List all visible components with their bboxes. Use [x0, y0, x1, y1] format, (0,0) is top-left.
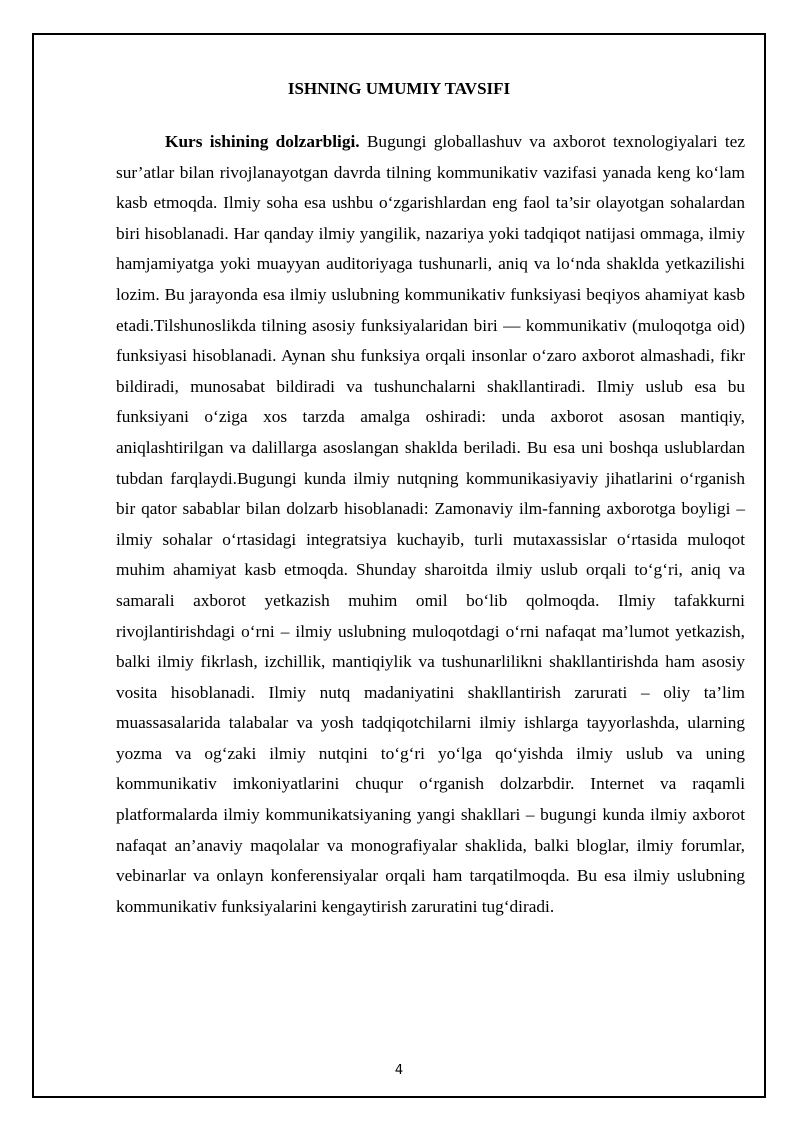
paragraph-text: Bugungi globallashuv va axborot texnologiyalari tez sur’atlar bilan rivojlanayotgan davrda tilning kommunikativ vazifasi yanada keng ko‘lam kasb etmoqda. Ilmiy soha esa ushbu o‘zgarishlardan eng faol ta’sir olayotgan sohalardan biri hisoblanadi. Har qanday ilmiy yangilik, nazariya yoki tadqiqot natijasi ommaga, ilmiy hamjamiyatga yoki muayyan auditoriyaga tushunarli, aniq va lo‘nda shaklda yetkazilishi lozim. Bu jarayonda esa ilmiy uslubning kommunikativ funksiyasi beqiyos ahamiyat kasb etadi.Tilshunoslikda tilning asosiy funksiyalaridan biri — kommunikativ (muloqotga oid) funksiyasi hisoblanadi. Aynan shu funksiya orqali insonlar o‘zaro axborot almashadi, fikr bildiradi, munosabat bildiradi va tushunchalarni shakllantiradi. Ilmiy uslub esa bu funksiyani o‘ziga xos tarzda amalga oshiradi: unda axborot asosan mantiqiy, aniqlashtirilgan va dalillarga asoslangan shaklda beriladi. Bu esa uni boshqa uslublardan tubdan farqlaydi.Bugungi kunda ilmiy nutqning kommunikasiyaviy jihatlarini o‘rganish bir qator sabablar bilan dolzarb hisoblanadi: Zamonaviy ilm-fanning axborotga boyligi – ilmiy sohalar o‘rtasidagi integratsiya kuchayib, turli mutaxassislar o‘rtasida muloqot muhim ahamiyat kasb etmoqda. Shunday sharoitda ilmiy uslub orqali to‘g‘ri, aniq va samarali axborot yetkazish muhim omil bo‘lib qolmoqda. Ilmiy tafakkurni rivojlantirishdagi o‘rni – ilmiy uslubning muloqotdagi o‘rni nafaqat ma’lumot yetkazish, balki ilmiy fikrlash, izchillik, mantiqiylik va tushunarlilikni shakllantirishda ham asosiy vosita hisoblanadi. Ilmiy nutq madaniyatini shakllantirish zarurati – oliy ta’lim muassasalarida talabalar va yosh tadqiqotchilarni ilmiy ishlarga tayyorlashda, ularning yozma va og‘zaki ilmiy nutqini to‘g‘ri yo‘lga qo‘yishda ilmiy uslub va uning kommunikativ imkoniyatlarini chuqur o‘rganish dolzarbdir. Internet va raqamli platformalarda ilmiy kommunikatsiyaning yangi shakllari – bugungi kunda ilmiy axborot nafaqat an’anaviy maqolalar va monografiyalar shaklida, balki bloglar, ilmiy forumlar, vebinarlar va onlayn konferensiyalar orqali ham tarqatilmoqda. Bu esa ilmiy uslubning kommunikativ funksiyalarini kengaytirish zaruratini tug‘diradi. — [116, 132, 746, 916]
page-title: ISHNING UMUMIY TAVSIFI — [287, 79, 511, 98]
page-border — [32, 33, 766, 1098]
page-number: 4 — [394, 1063, 404, 1078]
body-paragraph — [116, 127, 745, 922]
paragraph-lead: Kurs ishining dolzarbligi. — [165, 132, 360, 151]
